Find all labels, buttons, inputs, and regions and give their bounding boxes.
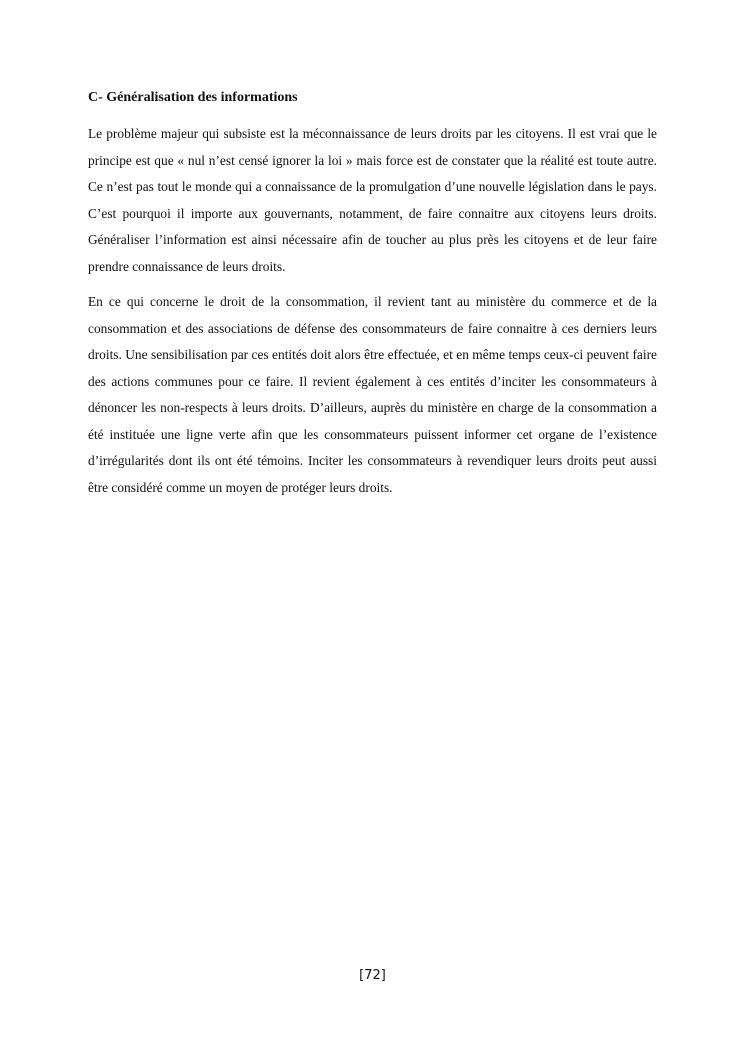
section-heading: C- Généralisation des informations <box>88 90 298 105</box>
page-content <box>88 88 657 510</box>
page-number: [72] <box>359 968 386 983</box>
paragraph-2: En ce qui concerne le droit de la consommation, il revient tant au ministère du commerce et de la consommation et des associations de défense des consommateurs de faire connaitre à ces derniers leurs droits. Une sensibilisation par ces entités doit alors être effectuée, et en même temps ceux-ci peuvent faire des actions communes pour ce faire. Il revient également à ces entités d’inciter les consommateurs à dénoncer les non-respects à leurs droits. D’ailleurs, auprès du ministère en charge de la consommation a été instituée une ligne verte afin que les consommateurs puissent informer cet organe de l’existence d’irrégularités dont ils ont été témoins. Inciter les consommateurs à revendiquer leurs droits peut aussi être considéré comme un moyen de protéger leurs droits. <box>88 294 657 495</box>
paragraph-1: Le problème majeur qui subsiste est la méconnaissance de leurs droits par les citoyens. Il est vrai que le principe est que « nul n’est censé ignorer la loi » mais force est de constater que la réalité est toute autre. Ce n’est pas tout le monde qui a connaissance de la promulgation d’une nouvelle législation dans le pays. C’est pourquoi il importe aux gouvernants, notamment, de faire connaitre aux citoyens leurs droits. Généraliser l’information est ainsi nécessaire afin de toucher au plus près les citoyens et de leur faire prendre connaissance de leurs droits. <box>88 126 657 274</box>
